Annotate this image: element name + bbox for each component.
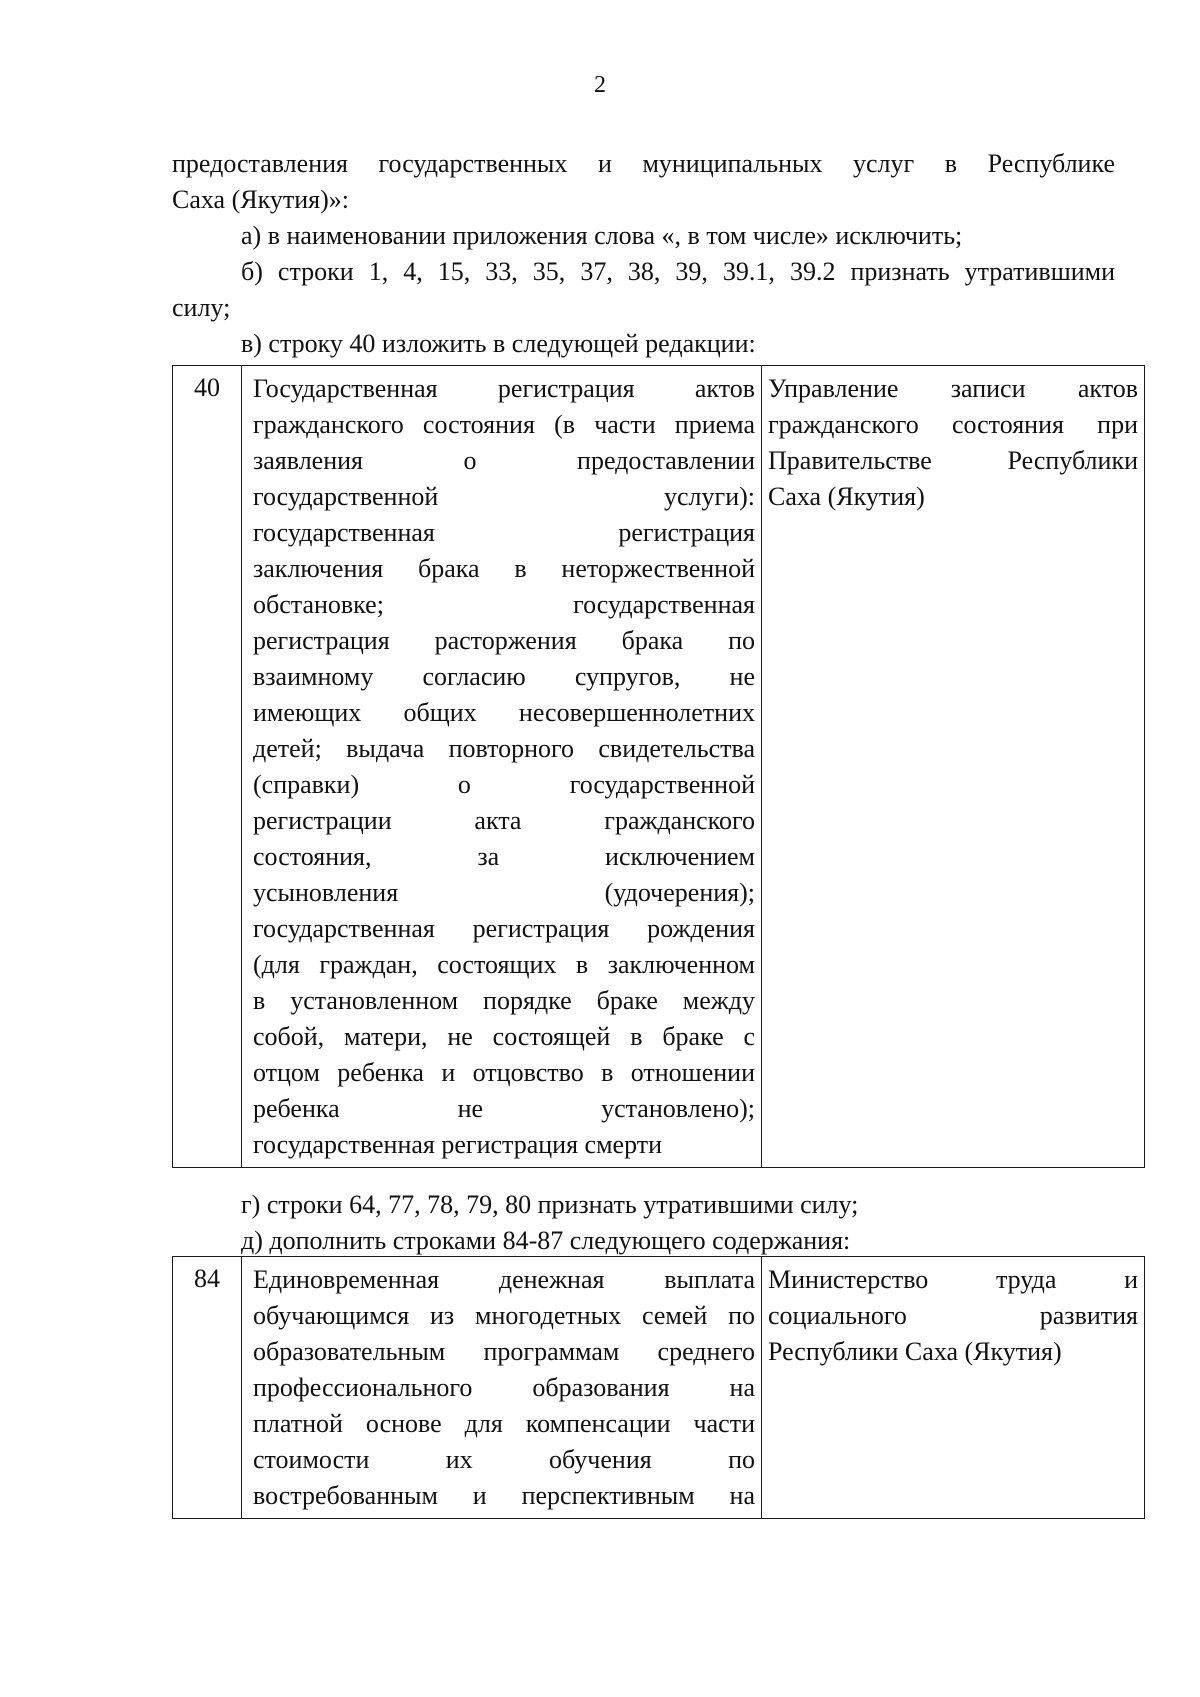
service-line: платной основе для компенсации части [253, 1409, 755, 1438]
agency-line: Министерство труда и [768, 1265, 1138, 1294]
item-b-line-2: силу; [172, 293, 231, 322]
item-a [172, 218, 1115, 254]
item-b-line-1: б) строки 1, 4, 15, 33, 35, 37, 38, 39, 39.1, 39.2 признать утратившими [241, 257, 1115, 286]
item-d-text: д) дополнить строками 84-87 следующего содержания: [241, 1226, 851, 1255]
service-line: образовательным программам среднего [253, 1337, 755, 1366]
table-row-84 [172, 1256, 1145, 1519]
agency-line: социального развития [768, 1301, 1138, 1330]
item-a-text: а) в наименовании приложения слова «, в том числе» исключить; [241, 221, 963, 250]
item-g-text: г) строки 64, 77, 78, 79, 80 признать утратившими силу; [241, 1190, 859, 1219]
table-row [173, 1257, 1145, 1519]
agency-line: Управление записи актов [768, 374, 1138, 403]
service-line: стоимости их обучения по [253, 1445, 755, 1474]
service-line: имеющих общих несовершеннолетних [253, 698, 755, 727]
service-line: усыновления (удочерения); [253, 878, 755, 907]
item-v [172, 326, 1115, 362]
agency-cell [762, 1257, 1145, 1519]
service-line: профессионального образования на [253, 1373, 755, 1402]
service-line: собой, матери, не состоящей в браке с [253, 1022, 755, 1051]
service-line: государственная регистрация рождения [253, 914, 755, 943]
service-line: государственная регистрация [253, 518, 755, 547]
service-line: гражданского состояния (в части приема [253, 410, 755, 439]
service-line: обстановке; государственная [253, 590, 755, 619]
row-number-cell: 40 [173, 366, 242, 1168]
service-line: взаимному согласию супругов, не [253, 662, 755, 691]
service-line: детей; выдача повторного свидетельства [253, 734, 755, 763]
agency-cell [762, 366, 1145, 1168]
intro-line-1-text: предоставления государственных и муниципальных услуг в Республике [172, 149, 1115, 178]
row-number-cell: 84 [173, 1257, 242, 1519]
page-number: 2 [594, 72, 606, 98]
service-line: Единовременная денежная выплата [253, 1265, 755, 1294]
service-cell [242, 366, 762, 1168]
service-line: государственная регистрация смерти [253, 1130, 663, 1159]
intro-line-1 [172, 146, 1115, 218]
item-b [172, 254, 1115, 326]
agency-line: Республики Саха (Якутия) [768, 1337, 1062, 1366]
table-row-40 [172, 365, 1145, 1168]
agency-line: гражданского состояния при [768, 410, 1138, 439]
middle-text [172, 1187, 1115, 1259]
service-line: (справки) о государственной [253, 770, 755, 799]
agency-line: Саха (Якутия) [768, 482, 925, 511]
service-line: (для граждан, состоящих в заключенном [253, 950, 755, 979]
service-line: состояния, за исключением [253, 842, 755, 871]
item-v-text: в) строку 40 изложить в следующей редакции: [241, 329, 756, 358]
service-line: государственной услуги): [253, 482, 755, 511]
item-g [172, 1187, 1115, 1223]
service-line: регистрация расторжения брака по [253, 626, 755, 655]
service-line: заявления о предоставлении [253, 446, 755, 475]
intro-line-2-text: Саха (Якутия)»: [172, 185, 349, 214]
service-cell [242, 1257, 762, 1519]
service-line: обучающимся из многодетных семей по [253, 1301, 755, 1330]
agency-line: Правительстве Республики [768, 446, 1138, 475]
table-row [173, 366, 1145, 1168]
intro-text [172, 146, 1115, 362]
service-line: востребованным и перспективным на [253, 1481, 755, 1510]
service-line: заключения брака в неторжественной [253, 554, 755, 583]
service-line: Государственная регистрация актов [253, 374, 755, 403]
item-d [172, 1223, 1115, 1259]
service-line: в установленном порядке браке между [253, 986, 755, 1015]
service-line: отцом ребенка и отцовство в отношении [253, 1058, 755, 1087]
service-line: ребенка не установлено); [253, 1094, 755, 1123]
service-line: регистрации акта гражданского [253, 806, 755, 835]
